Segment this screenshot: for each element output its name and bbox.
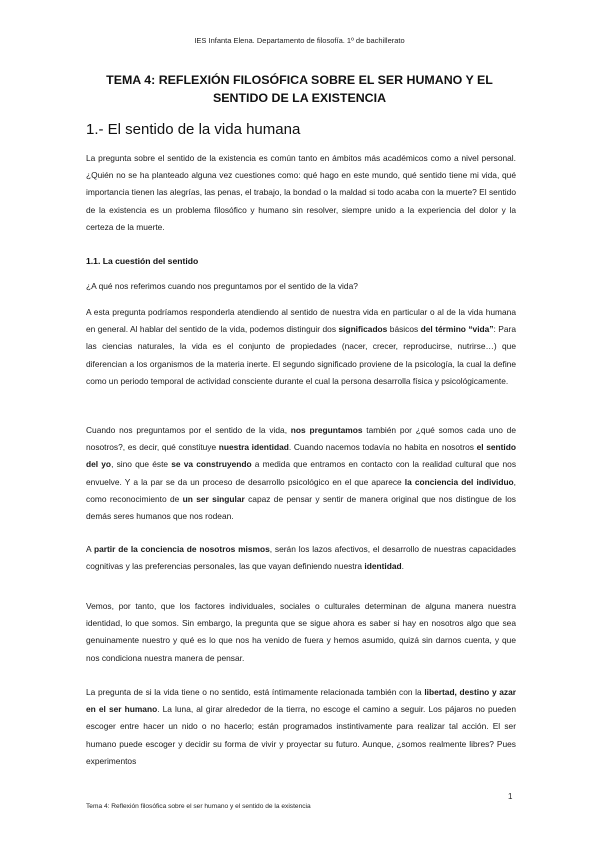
text-run: La pregunta de si la vida tiene o no sentido, está íntimamente relacionada también con la [86,687,425,697]
paragraph-factors: Vemos, por tanto, que los factores individuales, sociales o culturales determinan de alguna manera nuestra identidad, lo que somos. Sin embargo, la pregunta que se sigue ahora es saber si hay en nosotros algo que sea genuinamente nuestro y qué es lo que nos ha venido de fuera y hemos asumido, quizá sin darnos cuenta, y que nos condiciona nuestra manera de pensar. [86,601,516,663]
text-run: : Para las ciencias naturales, la vida es el conjunto de propiedades (nacer, crecer, reproducirse, nutrirse…) que diferencian a los organismos de la materia inerte. El segundo significado proviene de la psicología, la cual la define como un periodo temporal de actividad consciente durante el cual la persona desarrolla física y psicológicamente. [86,324,516,386]
text-run: . Cuando nacemos todavía no habita en nosotros [288,442,477,453]
text-run: , sino que éste [111,459,172,470]
page-header: IES Infanta Elena. Departamento de filosofía. 1º de bachillerato [194,36,405,45]
text-run: , como reconocimiento de [86,476,516,504]
document-title: TEMA 4: REFLEXIÓN FILOSÓFICA SOBRE EL SER HUMANO Y EL SENTIDO DE LA EXISTENCIA [106,73,493,105]
bold-run: nuestra identidad [218,442,289,453]
bold-run: identidad [364,561,402,572]
bold-run: un ser singular [182,493,245,504]
bold-run: libertad, destino y azar en el ser humano [86,687,516,715]
bold-run: nos preguntamos [290,425,363,435]
paragraph-question: ¿A qué nos referimos cuando nos preguntamos por el sentido de la vida? [86,281,358,291]
subsection-heading: 1.1. La cuestión del sentido [86,256,199,266]
text-run: . La luna, al girar alrededor de la tierra, no escoge el camino a seguir. Los pájaros no pueden escoger entre hacer un nido o no hacerlo; están programados instintivamente para realizar tal acción. El ser humano puede escoger y decidir su forma de vivir y proyectar su futuro. Aunque, ¿somos realmente libres? Pues experimentos [86,704,516,766]
page-number: 1 [508,792,513,801]
text-run: también por ¿qué somos cada uno de nosotros?, es decir, qué constituye [86,425,516,453]
text-run: , serán los lazos afectivos, el desarrollo de nuestras capacidades cognitivas y las preferencias personales, las que vayan definiendo nuestra [86,544,516,572]
text-run: . [401,561,404,572]
paragraph-intro: La pregunta sobre el sentido de la existencia es común tanto en ámbitos más académicos como a nivel personal. ¿Quién no se ha planteado alguna vez cuestiones como: qué hago en este mundo, qué sentido tiene mi vida, qué importancia tienen las alegrías, las penas, el trabajo, la bondad o la maldad si todo acaba con la muerte? El sentido de la existencia es un problema filosófico y humano sin resolver, siempre unido a la experiencia del dolor y la certeza de la muerte. [86,153,516,232]
bold-run: el sentido del yo [86,442,516,470]
paragraph-self-awareness [86,541,516,575]
paragraph-freedom [86,684,516,770]
paragraph-identity [86,422,516,525]
text-run: capaz de pensar y sentir de manera original que nos distingue de los demás seres humanos que nos rodean. [86,493,516,522]
paragraph-meaning-of-life [86,304,516,390]
text-run: A [86,544,94,554]
bold-run: del término “vida” [420,324,494,335]
bold-run: significados [338,324,388,335]
page-footer: Tema 4: Reflexión filosófica sobre el ser humano y el sentido de la existencia [86,803,311,810]
text-run: A esta pregunta podríamos responderla atendiendo al sentido de nuestra vida en particular o al de la vida humana en general. Al hablar del sentido de la vida, podemos distinguir dos [86,307,516,335]
text-run: a medida que entramos en contacto con la realidad cultural que nos envuelve. Y a la par se da un proceso de desarrollo psicológico en el que aparece [86,459,517,487]
bold-run: se va construyendo [171,459,252,470]
text-run: Cuando nos preguntamos por el sentido de la vida, [86,425,291,435]
bold-run: la conciencia del individuo [404,476,514,487]
bold-run: partir de la conciencia de nosotros mismos [93,544,270,554]
text-run: básicos [387,324,421,335]
section-heading: 1.- El sentido de la vida humana [86,121,301,138]
